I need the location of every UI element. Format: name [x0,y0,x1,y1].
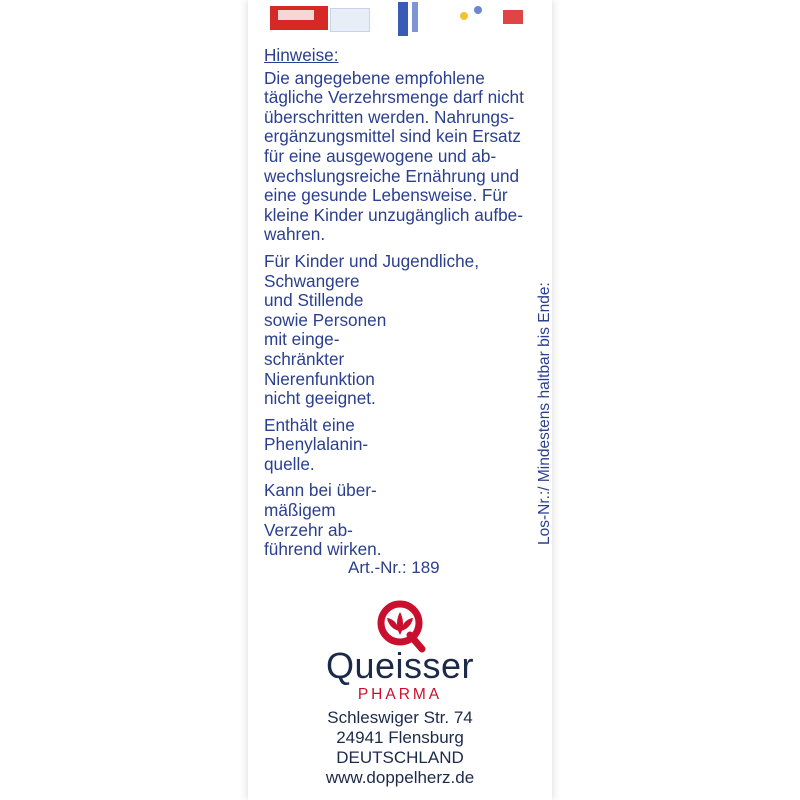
note-paragraph-1: Die angegebene empfohlene tägliche Verzehrsmenge darf nicht überschritten werden. Nahrungs- ergänzungsmittel sind kein Ersatz für eine ausgewogene und ab- wechslungsreiche Ernährung und eine gesunde Lebensweise. Für kleine Kinder unzugänglich aufbe- wahren. [264,67,524,245]
company-address [248,708,552,788]
notes-text-block [264,40,532,567]
note-paragraph-2: Für Kinder und Jugendliche, Schwangere und Stillende sowie Personen mit einge- schränkter Nierenfunktion nicht geeignet. [264,250,479,409]
website-link[interactable]: www.doppelherz.de [325,768,475,787]
address-street: Schleswiger Str. 74 [327,708,473,727]
blue-label-graphic [330,8,370,32]
brand-name: Queisser [325,645,475,686]
notes-heading: Hinweise: [264,45,339,65]
blue-dot-graphic [474,6,482,14]
lot-expiry-label: Los-Nr.:/ Mindestens haltbar bis Ende: [536,282,553,545]
vertical-blue-bar [398,2,408,36]
brand-subname: PHARMA [357,686,443,703]
package-side-panel [248,0,552,800]
small-red-box-graphic [503,10,523,24]
top-edge-artwork [248,0,552,38]
address-country: DEUTSCHLAND [336,748,464,767]
yellow-dot-graphic [460,12,468,20]
vertical-light-bar [412,2,418,32]
label-graphic-detail [278,10,314,20]
address-city: 24941 Flensburg [336,728,464,747]
note-paragraph-4: Kann bei über- mäßigem Verzehr ab- führend wirken. [264,480,382,560]
article-number: Art.-Nr.: 189 [348,558,440,577]
note-paragraph-3: Enthält eine Phenylalanin- quelle. [264,414,369,474]
